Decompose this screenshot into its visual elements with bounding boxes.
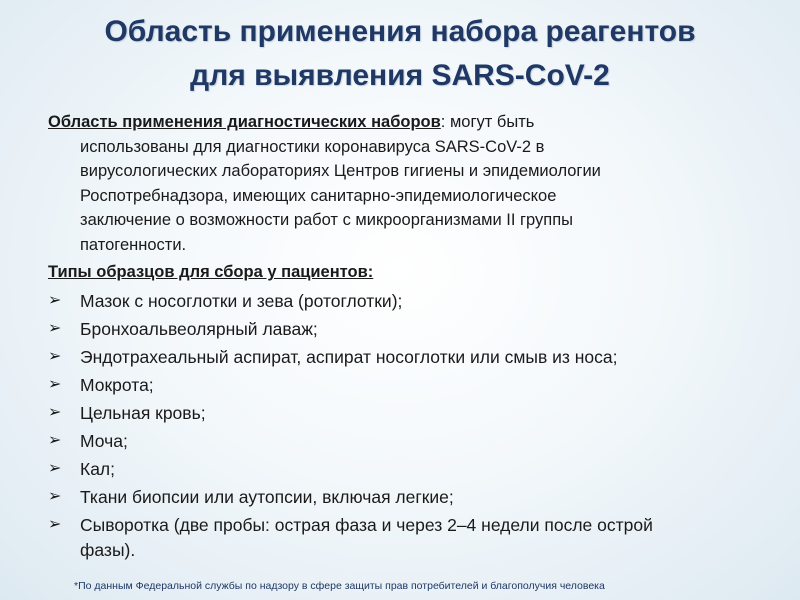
list-item-label: Моча; [80,431,128,451]
scope-text-line-5: заключение о возможности работ с микроорганизмами II группы [80,211,574,229]
list-item-label: Мазок с носоглотки и зева (ротоглотки); [80,291,403,311]
checkmark-arrow-icon: ➢ [48,348,62,365]
list-item-label-continuation: фазы). [80,539,136,560]
list-item-label: Сыворотка (две пробы: острая фаза и через 2–4 недели после острой [80,515,653,535]
list-item-label: Цельная кровь; [80,403,206,423]
slide-content [48,110,768,562]
checkmark-arrow-icon: ➢ [48,320,62,337]
footnote: *По данным Федеральной службы по надзору в сфере защиты прав потребителей и благополучия человека [74,580,605,592]
checkmark-arrow-icon: ➢ [48,516,62,533]
list-item [48,345,768,370]
scope-text-line-6: патогенности. [80,235,187,254]
list-item-label: Ткани биопсии или аутопсии, включая легкие; [80,487,454,507]
list-item [48,373,768,398]
list-item [48,457,768,482]
checkmark-arrow-icon: ➢ [48,432,62,449]
slide-title [30,10,770,98]
list-item-label: Мокрота; [80,375,154,395]
scope-text-line-3: вирусологических лабораториях Центров гигиены и эпидемиологии [80,162,601,180]
slide-title-line-1: Область применения набора реагентов [104,15,696,48]
list-item [48,317,768,342]
list-item [48,401,768,426]
list-item [48,289,768,314]
checkmark-arrow-icon: ➢ [48,404,62,421]
list-item-label: Кал; [80,459,115,479]
list-item [48,485,768,510]
list-item [48,429,768,454]
checkmark-arrow-icon: ➢ [48,488,62,505]
checkmark-arrow-icon: ➢ [48,460,62,477]
checkmark-arrow-icon: ➢ [48,376,62,393]
list-item [48,513,768,562]
scope-text-line-2: использованы для диагностики коронавируса SARS-CoV-2 в [80,137,545,156]
sample-types-list [48,289,768,562]
list-item-label: Эндотрахеальный аспират, аспират носоглотки или смыв из носа; [80,347,618,367]
checkmark-arrow-icon: ➢ [48,292,62,309]
scope-heading: Область применения диагностических наборов [48,113,441,131]
scope-text-line-4: Роспотребнадзора, имеющих санитарно-эпидемиологическое [80,186,557,205]
scope-paragraph [48,110,768,257]
sample-types-heading: Типы образцов для сбора у пациентов: [48,263,374,281]
slide-title-line-2: для выявления SARS-CoV-2 [190,59,610,92]
list-item-label: Бронхоальвеолярный лаваж; [80,319,318,339]
scope-text-line-1: : могут быть [440,113,535,131]
